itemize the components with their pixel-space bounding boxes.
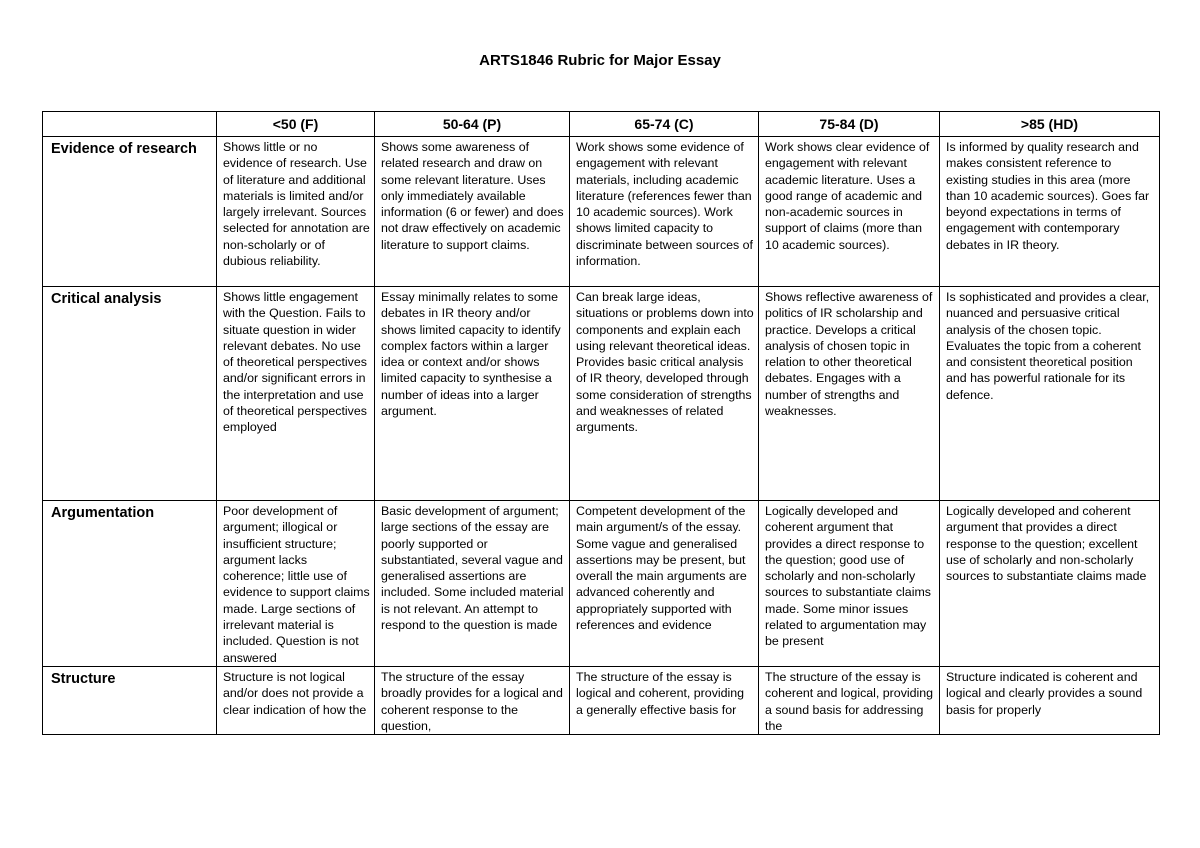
grade-header-d: 75-84 (D) [759,112,940,137]
rubric-cell: Poor development of argument; illogical or insufficient structure; argument lacks coherence; little use of evidence to support claims made. Large sections of irrelevant material is included. Question is not answered [217,501,375,667]
grade-header-f: <50 (F) [217,112,375,137]
rubric-cell: Logically developed and coherent argument that provides a direct response to the question; excellent use of scholarly and non-scholarly sources to substantiate claims made [940,501,1160,667]
rubric-cell: Competent development of the main argument/s of the essay. Some vague and generalised assertions may be present, but overall the main arguments are advanced coherently and appropriately supported with references and evidence [570,501,759,667]
criterion-label: Structure [43,667,217,735]
rubric-cell: Work shows clear evidence of engagement with relevant academic literature. Uses a good range of academic and non-academic sources in support of claims (more than 10 academic sources). [759,137,940,287]
rubric-row-argumentation [43,501,1160,667]
grade-header-p: 50-64 (P) [375,112,570,137]
rubric-cell: Shows little or no evidence of research. Use of literature and additional materials is limited and/or largely irrelevant. Sources selected for annotation are non-scholarly or of dubious reliability. [217,137,375,287]
rubric-cell: Is sophisticated and provides a clear, nuanced and persuasive critical analysis of the chosen topic. Evaluates the topic from a coherent and consistent theoretical position and has powerful rationale for its defence. [940,287,1160,501]
rubric-cell: Structure is not logical and/or does not provide a clear indication of how the [217,667,375,735]
rubric-cell: Structure indicated is coherent and logical and clearly provides a sound basis for properly [940,667,1160,735]
rubric-cell: Essay minimally relates to some debates in IR theory and/or shows limited capacity to identify complex factors within a larger idea or context and/or shows limited capacity to synthesise a number of ideas into a larger argument. [375,287,570,501]
grade-header-hd: >85 (HD) [940,112,1160,137]
rubric-row-critical-analysis [43,287,1160,501]
rubric-cell: The structure of the essay is coherent and logical, providing a sound basis for addressing the [759,667,940,735]
rubric-cell: Is informed by quality research and makes consistent reference to existing studies in this area (more than 10 academic sources). Goes far beyond expectations in terms of engagement with contemporary debates in IR theory. [940,137,1160,287]
rubric-row-structure [43,667,1160,735]
rubric-cell: Basic development of argument; large sections of the essay are poorly supported or substantiated, several vague and generalised assertions are included. Some included material is not relevant. An attempt to respond to the question is made [375,501,570,667]
rubric-cell: Work shows some evidence of engagement with relevant materials, including academic literature (references fewer than 10 academic sources). Work shows limited capacity to discriminate between sources of information. [570,137,759,287]
rubric-cell: The structure of the essay broadly provides for a logical and coherent response to the question, [375,667,570,735]
rubric-cell: Can break large ideas, situations or problems down into components and explain each using relevant theoretical ideas. Provides basic critical analysis of IR theory, developed through some consideration of strengths and weaknesses of related arguments. [570,287,759,501]
rubric-cell: Logically developed and coherent argument that provides a direct response to the question; good use of scholarly and non-scholarly sources to substantiate claims made. Some minor issues related to argumentation may be present [759,501,940,667]
criterion-label: Argumentation [43,501,217,667]
rubric-table [42,111,1160,735]
rubric-cell: Shows little engagement with the Question. Fails to situate question in wider relevant debates. No use of theoretical perspectives and/or significant errors in the interpretation and use of theoretical perspectives employed [217,287,375,501]
corner-header [43,112,217,137]
rubric-cell: Shows some awareness of related research and draw on some relevant literature. Uses only immediately available information (6 or fewer) and does not draw effectively on academic literature to support claims. [375,137,570,287]
rubric-cell: Shows reflective awareness of politics of IR scholarship and practice. Develops a critical analysis of chosen topic in relation to other theoretical debates. Engages with a number of strengths and weaknesses. [759,287,940,501]
rubric-header-row [43,112,1160,137]
criterion-label: Evidence of research [43,137,217,287]
grade-header-c: 65-74 (C) [570,112,759,137]
criterion-label: Critical analysis [43,287,217,501]
rubric-row-evidence-of-research [43,137,1160,287]
rubric-cell: The structure of the essay is logical and coherent, providing a generally effective basis for [570,667,759,735]
document-title: ARTS1846 Rubric for Major Essay [479,52,721,69]
